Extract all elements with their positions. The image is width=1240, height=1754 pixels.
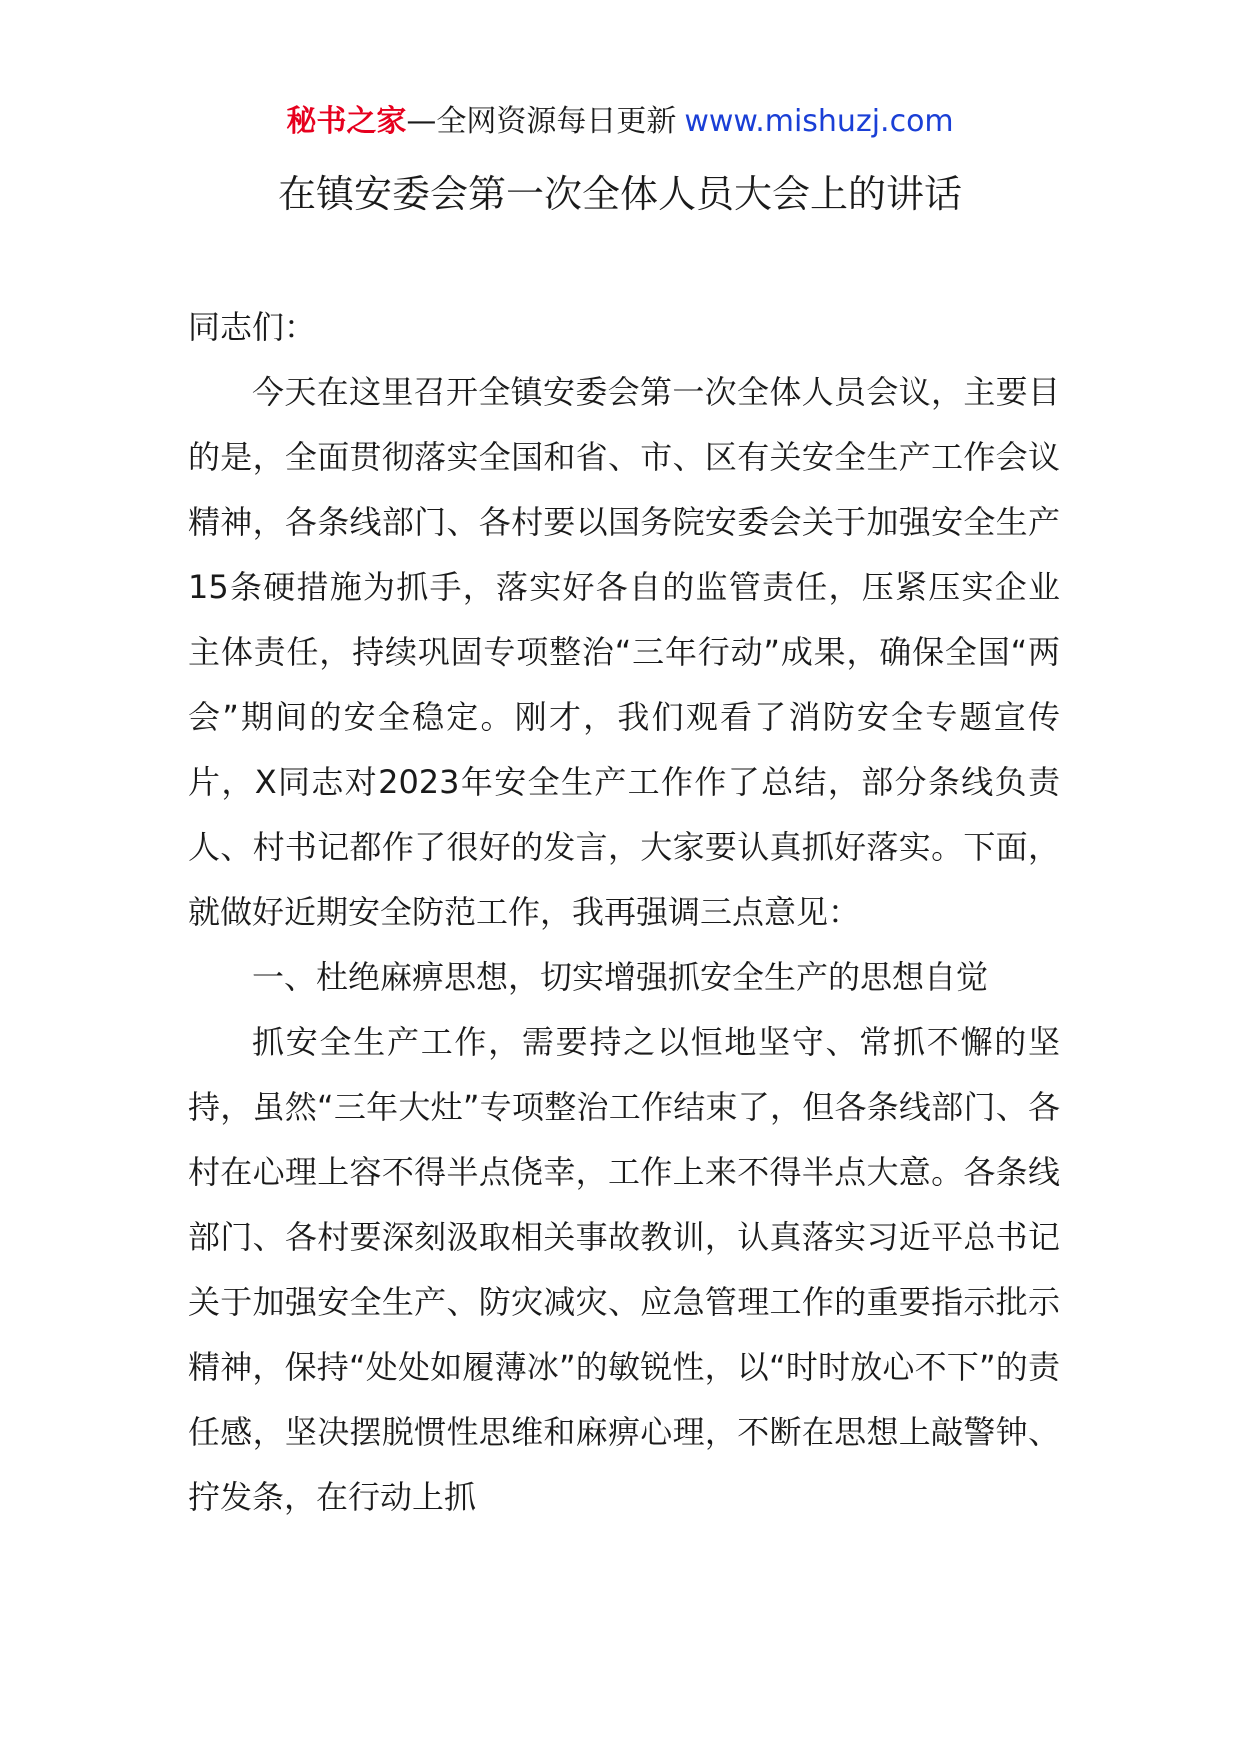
section-heading: 一、杜绝麻痹思想，切实增强抓安全生产的思想自觉	[252, 958, 989, 996]
header-banner	[0, 100, 1240, 144]
document-title: 在镇安委会第一次全体人员大会上的讲话	[277, 172, 962, 216]
website-link[interactable]: www.mishuzj.com	[684, 104, 954, 139]
document-body	[188, 295, 1060, 1530]
banner-tagline: —全网资源每日更新	[406, 104, 677, 139]
brand-name: 秘书之家	[286, 104, 407, 139]
section-paragraph: 抓安全生产工作，需要持之以恒地坚守、常抓不懈的坚持，虽然“三年大灶”专项整治工作结束了，但各条线部门、各村在心理上容不得半点侥幸，工作上来不得半点大意。各条线部门、各村要深刻汲取相关事故教训，认真落实习近平总书记关于加强安全生产、防灾减灾、应急管理工作的重要指示批示精神，保持“处处如履薄冰”的敏锐性，以“时时放心不下”的责任感，坚决摆脱惯性思维和麻痹心理，不断在思想上敲警钟、拧发条，在行动上抓	[188, 1023, 1060, 1516]
opening-paragraph: 今天在这里召开全镇安委会第一次全体人员会议，主要目的是，全面贯彻落实全国和省、市、区有关安全生产工作会议精神，各条线部门、各村要以国务院安委会关于加强安全生产15条硬措施为抓手，落实好各自的监管责任，压紧压实企业主体责任，持续巩固专项整治“三年行动”成果，确保全国“两会”期间的安全稳定。刚才，我们观看了消防安全专题宣传片，X同志对2023年安全生产工作作了总结，部分条线负责人、村书记都作了很好的发言，大家要认真抓好落实。下面，就做好近期安全防范工作，我再强调三点意见：	[188, 373, 1060, 931]
salutation: 同志们：	[188, 308, 317, 346]
